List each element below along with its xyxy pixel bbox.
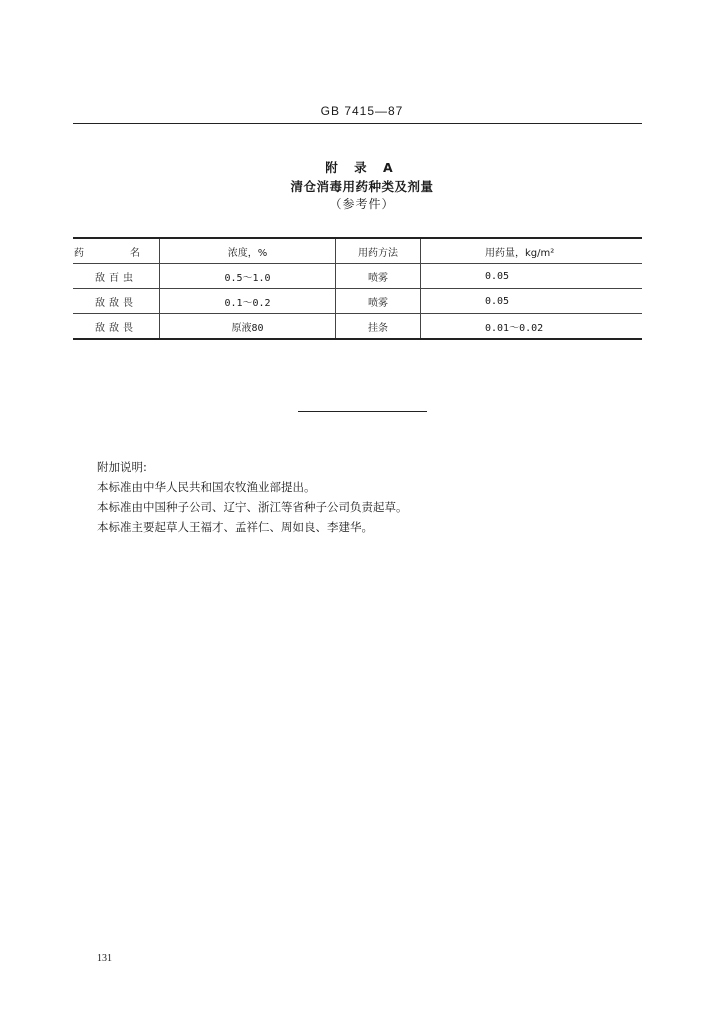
- notes-heading: 附加说明:: [97, 460, 147, 474]
- cell-name: 敌敌畏: [73, 314, 160, 340]
- cell-name: 敌敌畏: [73, 289, 160, 314]
- cell-concentration: 原液80: [160, 314, 336, 340]
- column-header-dosage: 用药量，kg/m²: [421, 238, 643, 264]
- cell-method: 喷雾: [336, 264, 421, 289]
- notes-line-drafter: 本标准由中国种子公司、辽宁、浙江等省种子公司负责起草。: [97, 500, 408, 514]
- appendix-subtitle: 清仓消毒用药种类及剂量: [290, 179, 434, 194]
- cell-dosage: 0.05: [421, 289, 643, 314]
- standard-code: GB 7415—87: [320, 104, 404, 118]
- cell-concentration: 0.1～0.2: [160, 289, 336, 314]
- column-header-method: 用药方法: [336, 238, 421, 264]
- cell-method: 喷雾: [336, 289, 421, 314]
- table-row: [73, 314, 642, 340]
- table-row: [73, 264, 642, 289]
- table-row: [73, 289, 642, 314]
- cell-method: 挂条: [336, 314, 421, 340]
- section-divider: [298, 411, 427, 412]
- appendix-note: （参考件）: [329, 197, 395, 211]
- notes-line-proposer: 本标准由中华人民共和国农牧渔业部提出。: [97, 480, 316, 494]
- cell-dosage: 0.01～0.02: [421, 314, 643, 340]
- column-header-name: 药 名: [73, 238, 160, 264]
- cell-name: 敌百虫: [73, 264, 160, 289]
- page-number: 131: [97, 953, 112, 964]
- appendix-title: 附 录 A: [325, 160, 399, 175]
- header-rule: [73, 123, 642, 124]
- cell-concentration: 0.5～1.0: [160, 264, 336, 289]
- cell-dosage: 0.05: [421, 264, 643, 289]
- column-header-concentration: 浓度，%: [160, 238, 336, 264]
- notes-line-authors: 本标准主要起草人王福才、孟祥仁、周如良、李建华。: [97, 520, 373, 534]
- additional-notes: [97, 457, 408, 537]
- table-header-row: [73, 238, 642, 264]
- dosage-table: [73, 237, 642, 340]
